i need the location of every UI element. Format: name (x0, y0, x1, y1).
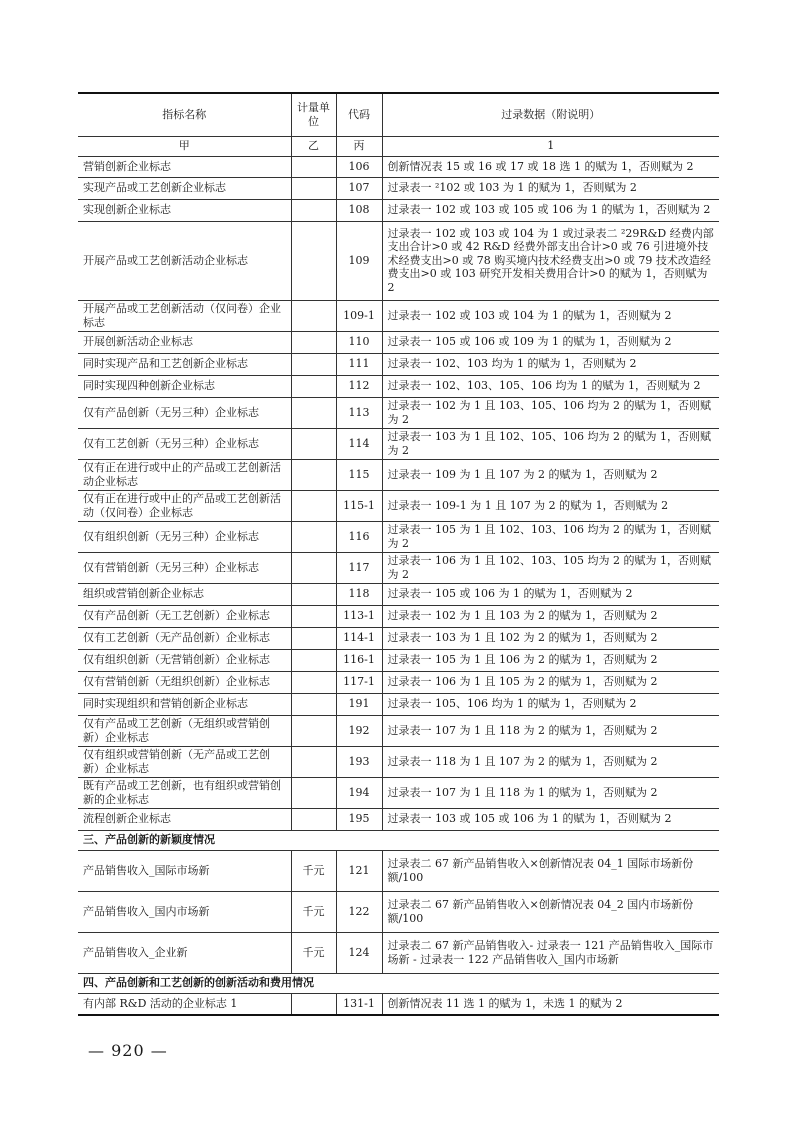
unit-cell (291, 746, 336, 777)
code-cell: 110 (336, 331, 382, 353)
table-row (78, 459, 719, 490)
table-row (78, 715, 719, 746)
code-cell: 116 (336, 521, 382, 552)
data-description: 过录表一 103 为 1 且 102、105、106 均为 2 的赋为 1，否则赋为 2 (382, 428, 719, 459)
indicator-name: 同时实现四种创新企业标志 (78, 375, 291, 397)
unit-cell (291, 521, 336, 552)
unit-cell (291, 300, 336, 331)
unit-cell (291, 221, 336, 300)
code-cell: 195 (336, 808, 382, 830)
data-description: 过录表一 102 为 1 且 103、105、106 均为 2 的赋为 1，否则赋为 2 (382, 397, 719, 428)
indicator-name: 产品销售收入_国际市场新 (78, 850, 291, 891)
section-title: 四、产品创新和工艺创新的创新活动和费用情况 (78, 973, 719, 993)
indicator-name: 仅有组织或营销创新（无产品或工艺创新）企业标志 (78, 746, 291, 777)
code-cell: 109-1 (336, 300, 382, 331)
data-description: 过录表一 102 或 103 或 105 或 106 为 1 的赋为 1，否则赋为 2 (382, 199, 719, 221)
indicator-name: 组织或营销创新企业标志 (78, 583, 291, 605)
unit-cell (291, 671, 336, 693)
code-cell: 108 (336, 199, 382, 221)
unit-cell (291, 459, 336, 490)
unit-cell: 千元 (291, 850, 336, 891)
unit-cell (291, 428, 336, 459)
indicator-name: 仅有营销创新（无组织创新）企业标志 (78, 671, 291, 693)
code-cell: 106 (336, 156, 382, 177)
data-description: 过录表一 106 为 1 且 102、103、105 均为 2 的赋为 1，否则赋为 2 (382, 552, 719, 583)
data-description: 过录表二 67 新产品销售收入- 过录表一 121 产品销售收入_国际市场新 - 过录表一 122 产品销售收入_国内市场新 (382, 932, 719, 973)
subheader-code: 丙 (336, 136, 382, 156)
indicator-table (78, 92, 719, 1016)
section-row (78, 973, 719, 993)
page-number: — 920 — (88, 1041, 168, 1060)
table-row (78, 693, 719, 715)
unit-cell (291, 397, 336, 428)
data-description: 过录表一 107 为 1 且 118 为 2 的赋为 1，否则赋为 2 (382, 715, 719, 746)
code-cell: 117 (336, 552, 382, 583)
unit-cell: 千元 (291, 891, 336, 932)
code-cell: 115 (336, 459, 382, 490)
data-description: 过录表二 67 新产品销售收入×创新情况表 04_2 国内市场新份额/100 (382, 891, 719, 932)
table-subheader-row (78, 136, 719, 156)
table-row (78, 850, 719, 891)
table-row (78, 746, 719, 777)
table-row (78, 177, 719, 199)
table-row (78, 521, 719, 552)
indicator-name: 产品销售收入_国内市场新 (78, 891, 291, 932)
table-row (78, 993, 719, 1015)
table-row (78, 808, 719, 830)
unit-cell (291, 605, 336, 627)
subheader-unit: 乙 (291, 136, 336, 156)
data-description: 过录表一 105 为 1 且 106 为 2 的赋为 1，否则赋为 2 (382, 649, 719, 671)
code-cell: 114 (336, 428, 382, 459)
indicator-name: 仅有产品创新（无另三种）企业标志 (78, 397, 291, 428)
code-cell: 115-1 (336, 490, 382, 521)
unit-cell (291, 552, 336, 583)
data-description: 过录表一 102 为 1 且 103 为 2 的赋为 1，否则赋为 2 (382, 605, 719, 627)
table-row (78, 777, 719, 808)
table-header-row (78, 93, 719, 136)
indicator-name: 仅有营销创新（无另三种）企业标志 (78, 552, 291, 583)
data-description: 过录表一 102、103、105、106 均为 1 的赋为 1，否则赋为 2 (382, 375, 719, 397)
data-description: 创新情况表 11 选 1 的赋为 1，未选 1 的赋为 2 (382, 993, 719, 1015)
header-unit: 计量单位 (291, 93, 336, 136)
code-cell: 111 (336, 353, 382, 375)
data-description: 过录表一 105 为 1 且 102、103、106 均为 2 的赋为 1，否则赋为 2 (382, 521, 719, 552)
indicator-name: 营销创新企业标志 (78, 156, 291, 177)
table-row (78, 300, 719, 331)
header-data: 过录数据（附说明） (382, 93, 719, 136)
data-description: 过录表一 105 或 106 为 1 的赋为 1，否则赋为 2 (382, 583, 719, 605)
unit-cell (291, 199, 336, 221)
data-description: 过录表一 105 或 106 或 109 为 1 的赋为 1，否则赋为 2 (382, 331, 719, 353)
table-row (78, 331, 719, 353)
data-description: 过录表一 102、103 均为 1 的赋为 1，否则赋为 2 (382, 353, 719, 375)
data-description: 过录表一 103 为 1 且 102 为 2 的赋为 1，否则赋为 2 (382, 627, 719, 649)
unit-cell (291, 177, 336, 199)
data-description: 过录表一 109-1 为 1 且 107 为 2 的赋为 1，否则赋为 2 (382, 490, 719, 521)
indicator-name: 仅有正在进行或中止的产品或工艺创新活动企业标志 (78, 459, 291, 490)
indicator-name: 同时实现产品和工艺创新企业标志 (78, 353, 291, 375)
table-row (78, 649, 719, 671)
indicator-name: 仅有工艺创新（无另三种）企业标志 (78, 428, 291, 459)
code-cell: 107 (336, 177, 382, 199)
code-cell: 192 (336, 715, 382, 746)
indicator-name: 仅有组织创新（无营销创新）企业标志 (78, 649, 291, 671)
data-description: 过录表一 ²102 或 103 为 1 的赋为 1，否则赋为 2 (382, 177, 719, 199)
subheader-name: 甲 (78, 136, 291, 156)
unit-cell: 千元 (291, 932, 336, 973)
code-cell: 194 (336, 777, 382, 808)
unit-cell (291, 583, 336, 605)
indicator-name: 实现创新企业标志 (78, 199, 291, 221)
unit-cell (291, 627, 336, 649)
table-row (78, 552, 719, 583)
data-description: 过录表一 102 或 103 或 104 为 1 或过录表二 ²29R&D 经费内部支出合计>0 或 42 R&D 经费外部支出合计>0 或 76 引进境外技术经费支出>0 或 78 购买境内技术经费支出>0 或 79 技术改造经费支出>0 或 103 研究开发相关费用合计>0 的赋为 1，否则赋为 2 (382, 221, 719, 300)
unit-cell (291, 331, 336, 353)
unit-cell (291, 993, 336, 1015)
table-row (78, 375, 719, 397)
code-cell: 131-1 (336, 993, 382, 1015)
code-cell: 114-1 (336, 627, 382, 649)
indicator-name: 开展产品或工艺创新活动（仅问卷）企业标志 (78, 300, 291, 331)
unit-cell (291, 375, 336, 397)
unit-cell (291, 715, 336, 746)
code-cell: 113 (336, 397, 382, 428)
code-cell: 193 (336, 746, 382, 777)
table-row (78, 490, 719, 521)
unit-cell (291, 156, 336, 177)
code-cell: 191 (336, 693, 382, 715)
unit-cell (291, 808, 336, 830)
table-row (78, 428, 719, 459)
table-row (78, 891, 719, 932)
unit-cell (291, 693, 336, 715)
code-cell: 116-1 (336, 649, 382, 671)
section-title: 三、产品创新的新颖度情况 (78, 830, 719, 850)
indicator-name: 仅有组织创新（无另三种）企业标志 (78, 521, 291, 552)
data-description: 过录表一 118 为 1 且 107 为 2 的赋为 1，否则赋为 2 (382, 746, 719, 777)
code-cell: 113-1 (336, 605, 382, 627)
indicator-name: 流程创新企业标志 (78, 808, 291, 830)
data-description: 过录表二 67 新产品销售收入×创新情况表 04_1 国际市场新份额/100 (382, 850, 719, 891)
table-row (78, 199, 719, 221)
data-description: 过录表一 106 为 1 且 105 为 2 的赋为 1，否则赋为 2 (382, 671, 719, 693)
data-description: 过录表一 109 为 1 且 107 为 2 的赋为 1，否则赋为 2 (382, 459, 719, 490)
indicator-name: 仅有产品创新（无工艺创新）企业标志 (78, 605, 291, 627)
table-row (78, 605, 719, 627)
table-row (78, 671, 719, 693)
indicator-name: 产品销售收入_企业新 (78, 932, 291, 973)
table-row (78, 583, 719, 605)
unit-cell (291, 353, 336, 375)
data-description: 过录表一 107 为 1 且 118 为 1 的赋为 1，否则赋为 2 (382, 777, 719, 808)
indicator-name: 实现产品或工艺创新企业标志 (78, 177, 291, 199)
indicator-name: 开展创新活动企业标志 (78, 331, 291, 353)
table-row (78, 221, 719, 300)
indicator-name: 仅有正在进行或中止的产品或工艺创新活动（仅问卷）企业标志 (78, 490, 291, 521)
unit-cell (291, 649, 336, 671)
header-code: 代码 (336, 93, 382, 136)
data-description: 创新情况表 15 或 16 或 17 或 18 选 1 的赋为 1，否则赋为 2 (382, 156, 719, 177)
section-row (78, 830, 719, 850)
code-cell: 117-1 (336, 671, 382, 693)
table-row (78, 156, 719, 177)
indicator-name: 仅有工艺创新（无产品创新）企业标志 (78, 627, 291, 649)
subheader-data: 1 (382, 136, 719, 156)
code-cell: 112 (336, 375, 382, 397)
indicator-name: 既有产品或工艺创新，也有组织或营销创新的企业标志 (78, 777, 291, 808)
code-cell: 109 (336, 221, 382, 300)
unit-cell (291, 777, 336, 808)
data-description: 过录表一 103 或 105 或 106 为 1 的赋为 1，否则赋为 2 (382, 808, 719, 830)
data-description: 过录表一 105、106 均为 1 的赋为 1，否则赋为 2 (382, 693, 719, 715)
table-row (78, 353, 719, 375)
table-row (78, 397, 719, 428)
indicator-name: 开展产品或工艺创新活动企业标志 (78, 221, 291, 300)
table-row (78, 932, 719, 973)
header-name: 指标名称 (78, 93, 291, 136)
code-cell: 124 (336, 932, 382, 973)
code-cell: 118 (336, 583, 382, 605)
table-row (78, 627, 719, 649)
code-cell: 121 (336, 850, 382, 891)
indicator-name: 有内部 R&D 活动的企业标志 1 (78, 993, 291, 1015)
indicator-name: 仅有产品或工艺创新（无组织或营销创新）企业标志 (78, 715, 291, 746)
unit-cell (291, 490, 336, 521)
code-cell: 122 (336, 891, 382, 932)
indicator-name: 同时实现组织和营销创新企业标志 (78, 693, 291, 715)
data-description: 过录表一 102 或 103 或 104 为 1 的赋为 1，否则赋为 2 (382, 300, 719, 331)
